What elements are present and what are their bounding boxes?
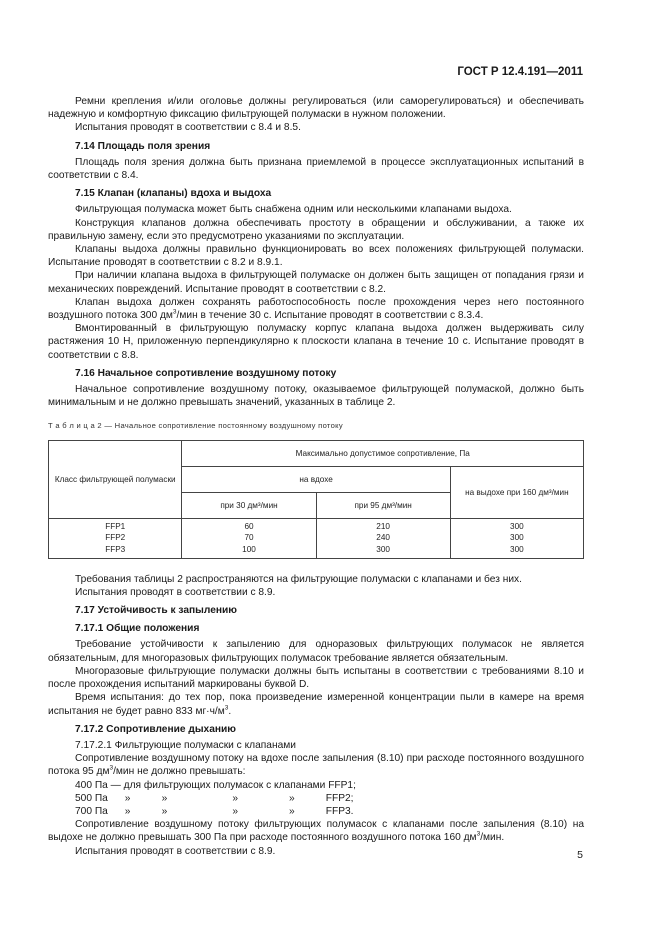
table-cell: 300: [510, 544, 524, 554]
limit-list: [48, 779, 584, 819]
table-cell: FFP1: [105, 521, 126, 531]
list-item: 700 Па » » » » FFP3.: [75, 805, 354, 817]
paragraph: Площадь поля зрения должна быть признана приемлемой в процессе эксплуатационных испытаний в соответствии с 8.4.: [48, 156, 584, 182]
paragraph: Требования таблицы 2 распространяются на фильтрующие полумаски с клапанами и без них.: [75, 573, 522, 585]
section-heading-7-15: 7.15 Клапан (клапаны) вдоха и выдоха: [75, 188, 272, 200]
table-caption: Т а б л и ц а 2 — Начальное сопротивление постоянному воздушному потоку: [48, 421, 343, 431]
paragraph: Клапаны выдоха должны правильно функционировать во всех положениях фильтрующей полумаски. Испытание проводят в соответствии с 8.2 и 8.9.1.: [48, 244, 584, 269]
paragraph: Ремни крепления и/или оголовье должны регулироваться (или саморегулироваться) и обеспечивать надежную и комфортную фиксацию фильтрующей полумаски в нужном положении.: [48, 96, 584, 121]
table-cell: 300: [510, 521, 524, 531]
table-cell: 100: [242, 544, 256, 554]
col-exhale-header: на выдохе при 160 дм³/мин: [450, 466, 583, 518]
list-item: 400 Па — для фильтрующих полумасок с клапанами FFP1;: [75, 779, 356, 791]
table-cell: 240: [376, 533, 390, 543]
paragraph: Конструкция клапанов должна обеспечивать простоту в обращении и обслуживании, а также их правильную замену, если это предусмотрено указаниями по эксплуатации.: [48, 217, 584, 242]
paragraph: Время испытания: до тех пор, пока произведение измеренной концентрации пыли в камере на время испытания не будет равно 833 $мг\cdot ч/м^3$.: [48, 692, 584, 717]
paragraph: Сопротивление воздушному потоку фильтрующих полумасок с клапанами после запыления (8.10) на выдохе не должно превышать 300 Па при расходе постоянного воздушного потока 160 $дм^3$/мин.: [48, 819, 584, 844]
paragraph: Испытания проводят в соответствии с 8.9.: [75, 845, 276, 857]
table-cell: 300: [376, 544, 390, 554]
section-heading-7-17-1: 7.17.1 Общие положения: [75, 623, 200, 635]
section-heading-7-14: 7.14 Площадь поля зрения: [75, 140, 211, 152]
table-cell: 300: [510, 533, 524, 543]
table-cell: 70: [244, 533, 254, 543]
exhale-cells: [450, 518, 583, 558]
col-inhale95-header: при 95 дм³/мин: [316, 492, 450, 518]
section-heading-7-16: 7.16 Начальное сопротивление воздушному потоку: [75, 367, 337, 379]
col-max-header: Максимально допустимое сопротивление, Па: [182, 440, 584, 466]
paragraph: Сопротивление воздушному потоку на вдохе после запыления (8.10) при расходе постоянного воздушного потока 95 $дм^3$/мин не должно превышать:: [48, 753, 584, 778]
paragraph: Фильтрующая полумаска может быть снабжена одним или несколькими клапанами выдоха.: [75, 204, 512, 216]
paragraph: Многоразовые фильтрующие полумаски должны быть испытаны в соответствии с требованиями 8.10 и после прохождения испытаний маркированы буквой D.: [48, 665, 584, 691]
list-item: 500 Па » » » » FFP2;: [75, 792, 354, 804]
section-heading-7-17-2: 7.17.2 Сопротивление дыханию: [75, 723, 236, 735]
resistance-table: [48, 440, 584, 559]
col-class-header: Класс фильтрующей полумаски: [49, 440, 182, 518]
table-cell: FFP3: [105, 544, 126, 554]
paragraph: Испытания проводят в соответствии с 8.9.: [75, 586, 276, 598]
paragraph: Испытания проводят в соответствии с 8.4 и 8.5.: [75, 122, 301, 134]
paragraph: Требование устойчивости к запылению для одноразовых фильтрующих полумасок не является обязательным, для многоразовых фильтрующих полумасок требование является обязательным.: [48, 639, 584, 664]
paragraph: Начальное сопротивление воздушному потоку, оказываемое фильтрующей полумаской, должно быть минимальным и не должно превышать значений, указанных в таблице 2.: [48, 384, 584, 409]
class-cells: [49, 518, 182, 558]
table-cell: 210: [376, 521, 390, 531]
table-cell: FFP2: [105, 533, 126, 543]
paragraph: При наличии клапана выдоха в фильтрующей полумаске он должен быть защищен от попадания грязи и механических повреждений. Испытание проводят в соответствии с 8.2.: [48, 270, 584, 295]
page-body: [48, 95, 584, 858]
paragraph: Вмонтированный в фильтрующую полумаску корпус клапана выдоха должен выдерживать силу растяжения 10 Н, приложенную перпендикулярно к плоскости клапана в течение 10 с. Испытание проводят в соответствии с 8.8.: [48, 323, 584, 361]
col-inhale-header: на вдохе: [182, 466, 450, 492]
paragraph: 7.17.2.1 Фильтрующие полумаски с клапанами: [75, 739, 296, 751]
inhale30-cells: [182, 518, 316, 558]
paragraph: Клапан выдоха должен сохранять работоспособность после прохождения через него постоянного воздушного потока 300 $дм^3$/мин в течение 30 с. Испытание проводят в соответствии с 8.3.4.: [48, 296, 584, 322]
inhale95-cells: [316, 518, 450, 558]
section-heading-7-17: 7.17 Устойчивость к запылению: [75, 605, 237, 617]
col-inhale30-header: при 30 дм³/мин: [182, 492, 316, 518]
page-number: 5: [577, 849, 583, 861]
table-cell: 60: [244, 521, 254, 531]
document-header: ГОСТ Р 12.4.191—2011: [457, 66, 583, 78]
